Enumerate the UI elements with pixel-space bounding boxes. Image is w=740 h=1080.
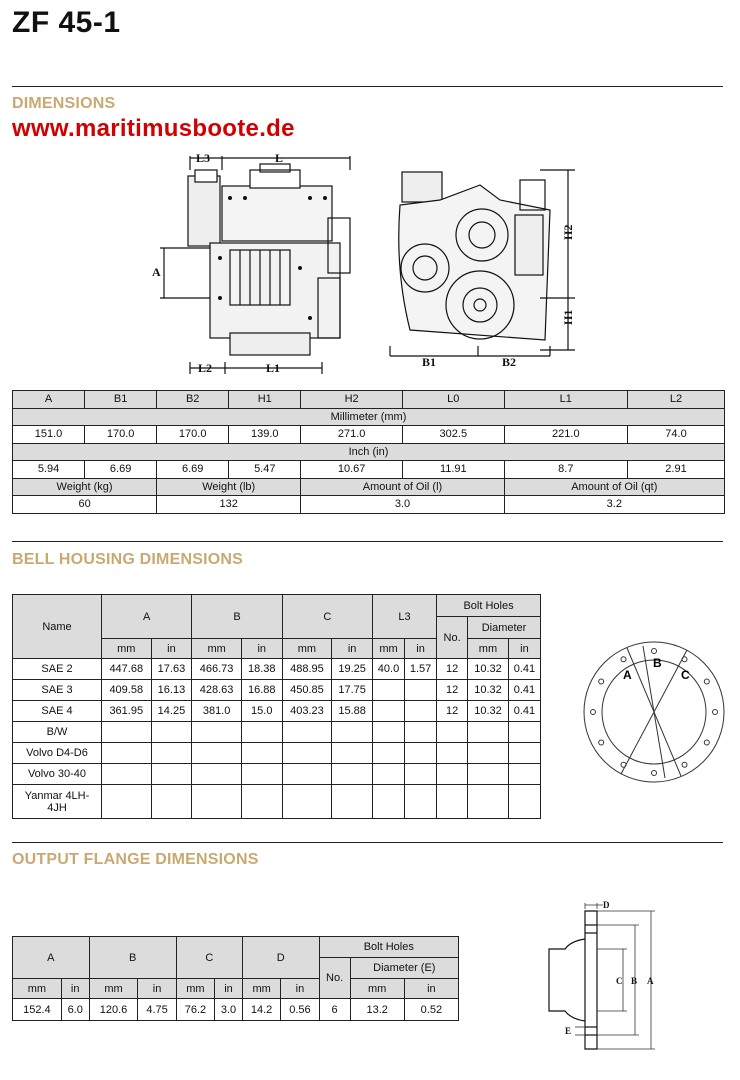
oil-l-header: Amount of Oil (l) bbox=[301, 478, 504, 496]
col-l2: L2 bbox=[627, 391, 724, 409]
cell: 403.23 bbox=[282, 701, 332, 722]
cell bbox=[372, 743, 404, 764]
label-h1: H1 bbox=[561, 309, 575, 325]
unit-mm: mm bbox=[89, 979, 138, 999]
cell: 16.88 bbox=[241, 680, 282, 701]
cell: 15.0 bbox=[241, 701, 282, 722]
cell: 271.0 bbox=[301, 426, 403, 444]
label-l1: L1 bbox=[266, 361, 281, 375]
col-a: A bbox=[13, 391, 85, 409]
cell bbox=[508, 785, 540, 819]
cell bbox=[437, 722, 468, 743]
flange-label-c: C bbox=[616, 976, 623, 986]
cell: 0.41 bbox=[508, 680, 540, 701]
cell: 11.91 bbox=[402, 461, 504, 479]
cell: 302.5 bbox=[402, 426, 504, 444]
cell: 170.0 bbox=[85, 426, 157, 444]
unit-in: in bbox=[281, 979, 319, 999]
cell: 466.73 bbox=[192, 659, 242, 680]
col-l0: L0 bbox=[402, 391, 504, 409]
flange-label-a: A bbox=[647, 976, 654, 986]
cell: 6.69 bbox=[85, 461, 157, 479]
row-name: Volvo 30-40 bbox=[13, 764, 102, 785]
label-a: A bbox=[152, 265, 161, 279]
bolt-hole bbox=[591, 710, 596, 715]
cell: 0.41 bbox=[508, 659, 540, 680]
cell: 19.25 bbox=[332, 659, 373, 680]
dimensions-table bbox=[12, 390, 725, 514]
unit-mm: mm bbox=[282, 639, 332, 659]
cell: 14.2 bbox=[242, 999, 280, 1021]
cell: 2.91 bbox=[627, 461, 724, 479]
cell: 6.0 bbox=[61, 999, 89, 1021]
mm-label: Millimeter (mm) bbox=[13, 408, 725, 426]
col-diameter-e: Diameter (E) bbox=[350, 958, 458, 979]
cell: 10.32 bbox=[468, 701, 509, 722]
cell bbox=[102, 722, 152, 743]
output-flange-heading: OUTPUT FLANGE DIMENSIONS bbox=[12, 851, 259, 868]
cell: 18.38 bbox=[241, 659, 282, 680]
page-title: ZF 45-1 bbox=[12, 6, 121, 39]
cell: 6 bbox=[319, 999, 350, 1021]
cell: 4.75 bbox=[138, 999, 176, 1021]
cell bbox=[241, 764, 282, 785]
bolt-hole bbox=[599, 740, 604, 745]
col-b2: B2 bbox=[157, 391, 229, 409]
cell bbox=[468, 764, 509, 785]
cell: 17.63 bbox=[151, 659, 192, 680]
cell: 488.95 bbox=[282, 659, 332, 680]
col-a: A bbox=[102, 595, 192, 639]
diagram-label-b: B bbox=[653, 656, 662, 670]
row-name: B/W bbox=[13, 722, 102, 743]
bolt-hole bbox=[704, 740, 709, 745]
cell bbox=[372, 764, 404, 785]
bell-housing-table bbox=[12, 594, 541, 819]
divider bbox=[12, 86, 723, 87]
unit-in: in bbox=[404, 979, 458, 999]
flange-label-d: D bbox=[603, 900, 610, 910]
bolt-hole bbox=[682, 762, 687, 767]
cell: 0.52 bbox=[404, 999, 458, 1021]
cell bbox=[241, 785, 282, 819]
cell: 381.0 bbox=[192, 701, 242, 722]
col-bolt-holes: Bolt Holes bbox=[319, 937, 458, 958]
cell: 3.2 bbox=[504, 496, 724, 514]
cell bbox=[151, 743, 192, 764]
output-flange-diagram bbox=[535, 893, 665, 1071]
diagram-label-c: C bbox=[681, 668, 690, 682]
cell: 12 bbox=[437, 701, 468, 722]
col-diameter: Diameter bbox=[468, 617, 541, 639]
dimensions-heading: DIMENSIONS bbox=[12, 95, 116, 112]
flange-label-b: B bbox=[631, 976, 638, 986]
cell bbox=[241, 743, 282, 764]
cell: 3.0 bbox=[301, 496, 504, 514]
bell-housing-rows bbox=[13, 659, 541, 819]
unit-in: in bbox=[508, 639, 540, 659]
unit-mm: mm bbox=[242, 979, 280, 999]
cell bbox=[405, 722, 437, 743]
cell bbox=[102, 785, 152, 819]
cell: 13.2 bbox=[350, 999, 404, 1021]
cell: 12 bbox=[437, 659, 468, 680]
cell: 12 bbox=[437, 680, 468, 701]
col-bolt-holes: Bolt Holes bbox=[437, 595, 541, 617]
label-b2: B2 bbox=[502, 355, 517, 369]
cell: 0.41 bbox=[508, 701, 540, 722]
cell bbox=[508, 743, 540, 764]
unit-mm: mm bbox=[13, 979, 62, 999]
cell bbox=[372, 701, 404, 722]
cell: 17.75 bbox=[332, 680, 373, 701]
bolt-hole bbox=[652, 771, 657, 776]
cell: 132 bbox=[157, 496, 301, 514]
divider bbox=[12, 842, 723, 843]
col-a: A bbox=[13, 937, 90, 979]
row-name: SAE 2 bbox=[13, 659, 102, 680]
cell: 1.57 bbox=[405, 659, 437, 680]
unit-mm: mm bbox=[102, 639, 152, 659]
cell: 152.4 bbox=[13, 999, 62, 1021]
cell bbox=[282, 722, 332, 743]
label-l3: L3 bbox=[196, 151, 211, 165]
bolt-hole bbox=[621, 657, 626, 662]
table-row bbox=[13, 701, 541, 722]
col-l3: L3 bbox=[372, 595, 436, 639]
unit-in: in bbox=[61, 979, 89, 999]
cell bbox=[372, 722, 404, 743]
label-l2: L2 bbox=[198, 361, 213, 375]
inch-label: Inch (in) bbox=[13, 443, 725, 461]
cell bbox=[405, 701, 437, 722]
table-row bbox=[13, 999, 459, 1021]
cell bbox=[102, 764, 152, 785]
weight-kg-header: Weight (kg) bbox=[13, 478, 157, 496]
unit-in: in bbox=[151, 639, 192, 659]
cell: 120.6 bbox=[89, 999, 138, 1021]
unit-in: in bbox=[405, 639, 437, 659]
table-row bbox=[13, 785, 541, 819]
output-flange-table bbox=[12, 936, 459, 1021]
col-no: No. bbox=[437, 617, 468, 659]
cell bbox=[241, 722, 282, 743]
cell: 8.7 bbox=[504, 461, 627, 479]
row-name: SAE 4 bbox=[13, 701, 102, 722]
cell bbox=[192, 722, 242, 743]
row-name: Yanmar 4LH-4JH bbox=[13, 785, 102, 819]
col-h1: H1 bbox=[229, 391, 301, 409]
cell: 170.0 bbox=[157, 426, 229, 444]
cell: 6.69 bbox=[157, 461, 229, 479]
table-row bbox=[13, 680, 541, 701]
cell bbox=[405, 785, 437, 819]
label-b1: B1 bbox=[422, 355, 437, 369]
cell: 60 bbox=[13, 496, 157, 514]
cell: 139.0 bbox=[229, 426, 301, 444]
bolt-hole bbox=[704, 679, 709, 684]
unit-mm: mm bbox=[372, 639, 404, 659]
cell bbox=[437, 743, 468, 764]
unit-mm: mm bbox=[350, 979, 404, 999]
cell: 151.0 bbox=[13, 426, 85, 444]
bolt-hole bbox=[713, 710, 718, 715]
col-h2: H2 bbox=[301, 391, 403, 409]
cell bbox=[151, 785, 192, 819]
flange-label-e: E bbox=[565, 1026, 572, 1036]
cell bbox=[468, 722, 509, 743]
cell: 76.2 bbox=[176, 999, 214, 1021]
cell: 14.25 bbox=[151, 701, 192, 722]
cell bbox=[405, 680, 437, 701]
bolt-hole bbox=[652, 649, 657, 654]
gearbox-side-view-drawing bbox=[150, 148, 365, 378]
row-name: Volvo D4-D6 bbox=[13, 743, 102, 764]
cell: 10.32 bbox=[468, 659, 509, 680]
col-b1: B1 bbox=[85, 391, 157, 409]
cell bbox=[405, 764, 437, 785]
unit-in: in bbox=[138, 979, 176, 999]
table-row bbox=[13, 764, 541, 785]
cell bbox=[282, 764, 332, 785]
cell: 10.32 bbox=[468, 680, 509, 701]
cell: 15.88 bbox=[332, 701, 373, 722]
unit-mm: mm bbox=[176, 979, 214, 999]
cell bbox=[332, 764, 373, 785]
cell bbox=[192, 764, 242, 785]
diagram-label-a: A bbox=[623, 668, 632, 682]
unit-mm: mm bbox=[192, 639, 242, 659]
unit-in: in bbox=[215, 979, 243, 999]
cell: 361.95 bbox=[102, 701, 152, 722]
cell: 447.68 bbox=[102, 659, 152, 680]
cell bbox=[508, 764, 540, 785]
cell: 3.0 bbox=[215, 999, 243, 1021]
cell: 5.94 bbox=[13, 461, 85, 479]
cell: 221.0 bbox=[504, 426, 627, 444]
cell bbox=[192, 743, 242, 764]
label-h2: H2 bbox=[561, 224, 575, 240]
cell: 10.67 bbox=[301, 461, 403, 479]
row-name: SAE 3 bbox=[13, 680, 102, 701]
table-row bbox=[13, 743, 541, 764]
cell: 409.58 bbox=[102, 680, 152, 701]
gearbox-front-view-drawing bbox=[380, 160, 580, 375]
cell: 450.85 bbox=[282, 680, 332, 701]
cell: 5.47 bbox=[229, 461, 301, 479]
oil-qt-header: Amount of Oil (qt) bbox=[504, 478, 724, 496]
cell bbox=[151, 764, 192, 785]
unit-in: in bbox=[332, 639, 373, 659]
cell bbox=[151, 722, 192, 743]
divider bbox=[12, 541, 723, 542]
col-c: C bbox=[282, 595, 372, 639]
cell bbox=[437, 764, 468, 785]
cell: 0.56 bbox=[281, 999, 319, 1021]
col-name: Name bbox=[13, 595, 102, 659]
label-l: L bbox=[275, 151, 284, 165]
cell bbox=[372, 680, 404, 701]
weight-lb-header: Weight (lb) bbox=[157, 478, 301, 496]
cell bbox=[282, 785, 332, 819]
cell bbox=[332, 722, 373, 743]
col-d: D bbox=[242, 937, 319, 979]
cell: 16.13 bbox=[151, 680, 192, 701]
col-c: C bbox=[176, 937, 242, 979]
bell-housing-heading: BELL HOUSING DIMENSIONS bbox=[12, 551, 243, 568]
cell bbox=[508, 722, 540, 743]
cell bbox=[468, 785, 509, 819]
table-row bbox=[13, 461, 725, 479]
col-b: B bbox=[89, 937, 176, 979]
col-l1: L1 bbox=[504, 391, 627, 409]
table-row bbox=[13, 722, 541, 743]
bolt-hole bbox=[599, 679, 604, 684]
cell bbox=[437, 785, 468, 819]
cell bbox=[332, 743, 373, 764]
table-row bbox=[13, 426, 725, 444]
col-no: No. bbox=[319, 958, 350, 999]
cell: 74.0 bbox=[627, 426, 724, 444]
col-b: B bbox=[192, 595, 282, 639]
unit-in: in bbox=[241, 639, 282, 659]
cell bbox=[405, 743, 437, 764]
cell bbox=[332, 785, 373, 819]
cell bbox=[102, 743, 152, 764]
table-row bbox=[13, 659, 541, 680]
website-url[interactable]: www.maritimusboote.de bbox=[12, 115, 295, 142]
table-row bbox=[13, 496, 725, 514]
cell bbox=[372, 785, 404, 819]
cell bbox=[282, 743, 332, 764]
unit-mm: mm bbox=[468, 639, 509, 659]
cell: 428.63 bbox=[192, 680, 242, 701]
cell bbox=[468, 743, 509, 764]
bell-housing-diagram bbox=[583, 628, 725, 796]
table-header-row bbox=[13, 391, 725, 409]
cell: 40.0 bbox=[372, 659, 404, 680]
cell bbox=[192, 785, 242, 819]
